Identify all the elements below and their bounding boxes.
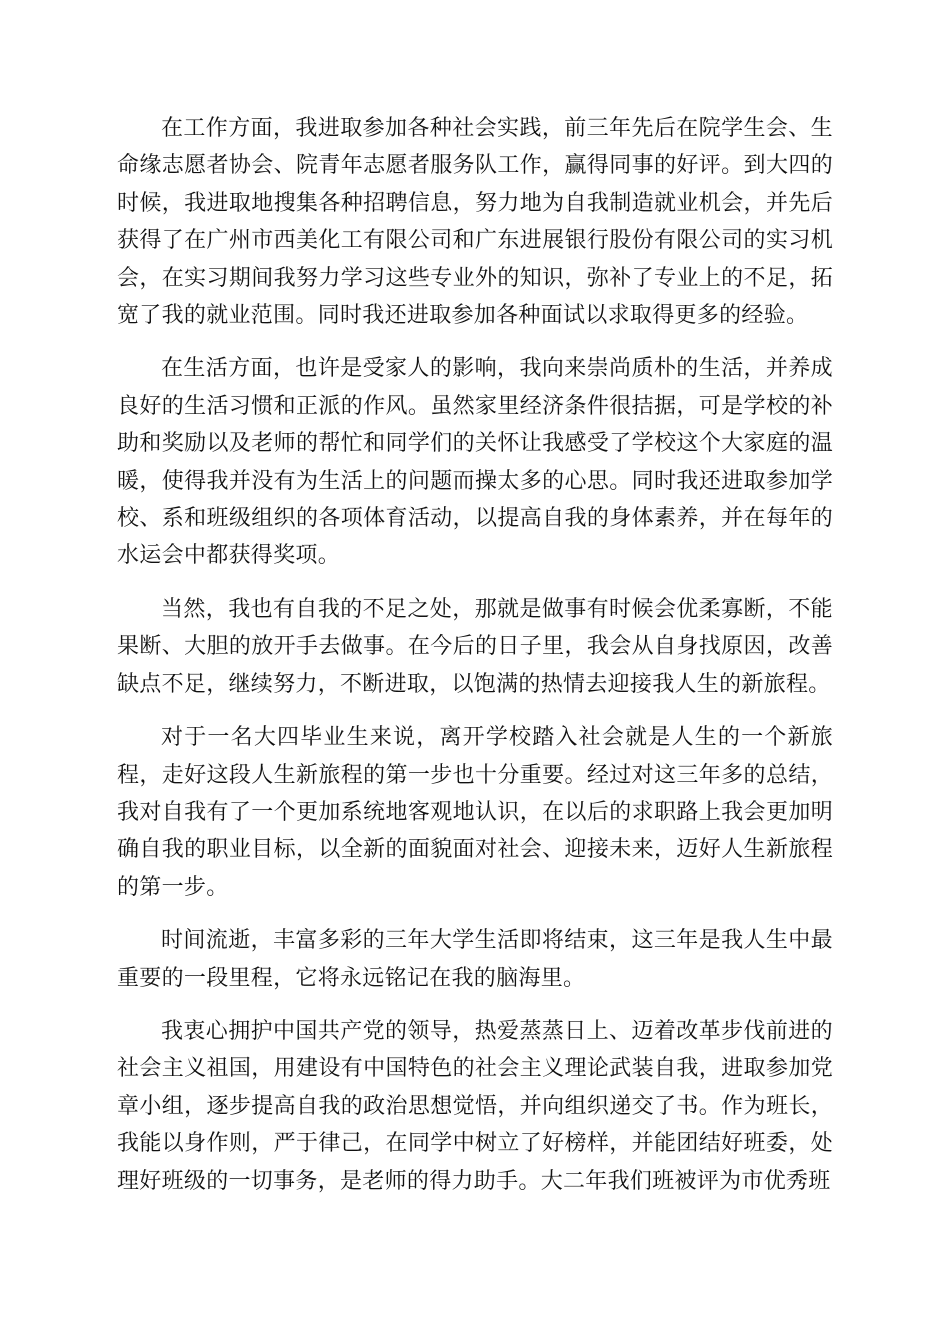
paragraph-work: 在工作方面，我进取参加各种社会实践，前三年先后在院学生会、生命缘志愿者协会、院青年志愿者服务队工作，赢得同事的好评。到大四的时候，我进取地搜集各种招聘信息，努力地为自我制造就业机会，并先后获得了在广州市西美化工有限公司和广东进展银行股份有限公司的实习机会，在实习期间我努力学习这些专业外的知识，弥补了专业上的不足，拓宽了我的就业范围。同时我还进取参加各种面试以求取得更多的经验。 bbox=[117, 116, 833, 329]
document-body bbox=[117, 110, 833, 1216]
paragraph-new-journey: 对于一名大四毕业生来说，离开学校踏入社会就是人生的一个新旅程，走好这段人生新旅程的第一步也十分重要。经过对这三年多的总结，我对自我有了一个更加系统地客观地认识，在以后的求职路上我会更加明确自我的职业目标，以全新的面貌面对社会、迎接未来，迈好人生新旅程的第一步。 bbox=[117, 725, 833, 900]
paragraph-political: 我衷心拥护中国共产党的领导，热爱蒸蒸日上、迈着改革步伐前进的社会主义祖国，用建设有中国特色的社会主义理论武装自我，进取参加党章小组，逐步提高自我的政治思想觉悟，并向组织递交了书。作为班长，我能以身作则，严于律己，在同学中树立了好榜样，并能团结好班委，处理好班级的一切事务，是老师的得力助手。大二年我们班被评为市优秀班 bbox=[117, 1018, 833, 1194]
paragraph-life: 在生活方面，也许是受家人的影响，我向来崇尚质朴的生活，并养成良好的生活习惯和正派的作风。虽然家里经济条件很拮据，可是学校的补助和奖励以及老师的帮忙和同学们的关怀让我感受了学校这个大家庭的温暖，使得我并没有为生活上的问题而操太多的心思。同时我还进取参加学校、系和班级组织的各项体育活动，以提高自我的身体素养，并在每年的水运会中都获得奖项。 bbox=[117, 356, 833, 569]
paragraph-shortcomings: 当然，我也有自我的不足之处，那就是做事有时候会优柔寡断，不能果断、大胆的放开手去做事。在今后的日子里，我会从自身找原因，改善缺点不足，继续努力，不断进取，以饱满的热情去迎接我人生的新旅程。 bbox=[117, 596, 833, 697]
paragraph-time-passes: 时间流逝，丰富多彩的三年大学生活即将结束，这三年是我人生中最重要的一段里程，它将永远铭记在我的脑海里。 bbox=[117, 928, 833, 991]
